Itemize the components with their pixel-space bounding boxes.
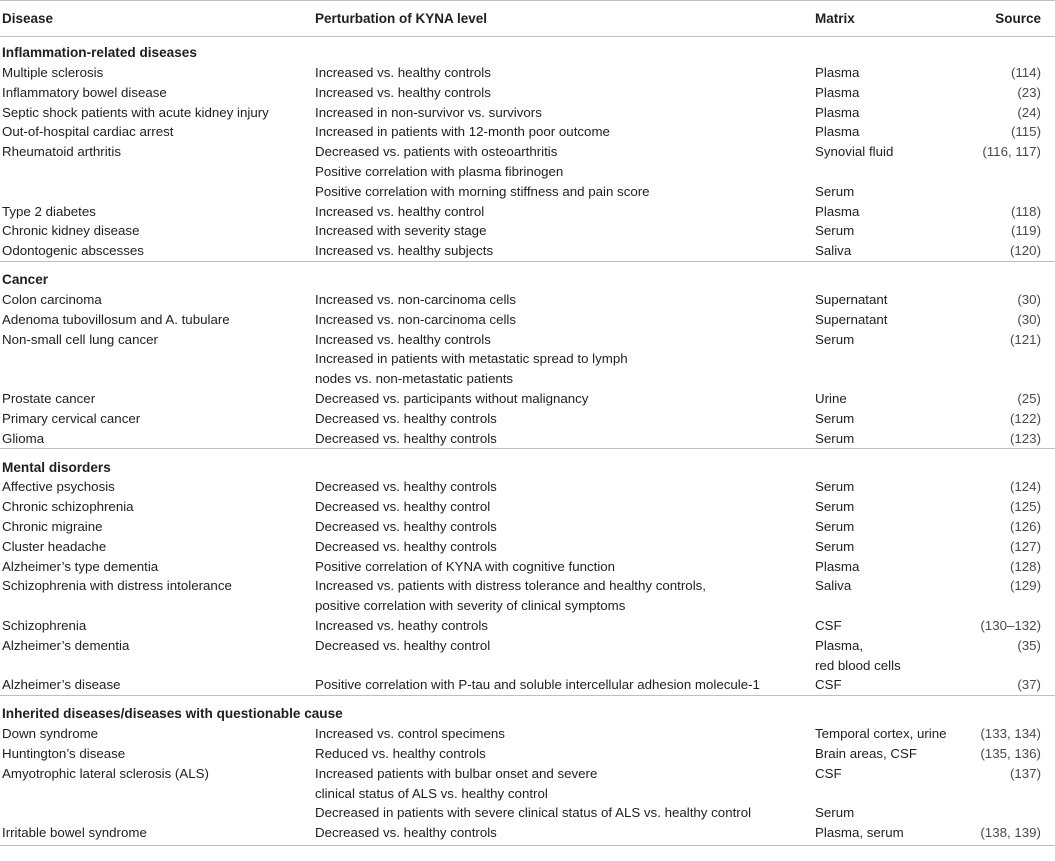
cell-source: (23) [1017, 84, 1041, 100]
table-row [0, 803, 1055, 823]
cell-disease [0, 596, 313, 616]
table-row [0, 656, 1055, 676]
cell-matrix: Serum [815, 805, 855, 821]
cell-source: (126) [1009, 518, 1041, 534]
cell-source: (128) [1009, 558, 1041, 574]
table-row [0, 122, 1055, 142]
cell-source: (120) [1009, 243, 1041, 259]
cell-source: (133, 134) [980, 726, 1041, 742]
cell-disease [0, 803, 313, 823]
cell-matrix: Urine [815, 390, 847, 406]
table-row [0, 369, 1055, 389]
cell-perturbation: Increased vs. healthy controls [315, 331, 491, 347]
cell-matrix: Serum [815, 183, 855, 199]
table-row [0, 63, 1055, 83]
cell-perturbation: Increased vs. control specimens [315, 726, 505, 742]
cell-matrix: Supernatant [815, 291, 888, 307]
table-row [0, 330, 1055, 350]
cell-matrix: Synovial fluid [815, 144, 894, 160]
table-row [0, 596, 1055, 616]
header-matrix: Matrix [813, 1, 978, 37]
cell-perturbation: Decreased vs. participants without malignancy [315, 390, 589, 406]
cell-matrix [813, 784, 978, 804]
cell-matrix: Plasma [815, 84, 860, 100]
cell-source [978, 182, 1055, 202]
cell-disease [0, 349, 313, 369]
cell-perturbation: Increased vs. healthy subjects [315, 243, 494, 259]
cell-matrix [813, 369, 978, 389]
header-source: Source [978, 1, 1055, 37]
cell-matrix: Plasma [815, 65, 860, 80]
cell-source: (115) [1010, 124, 1041, 140]
cell-source [978, 162, 1055, 182]
cell-perturbation: Positive correlation with P-tau and soluble intercellular adhesion molecule-1 [315, 677, 760, 693]
cell-perturbation: Increased vs. non-carcinoma cells [315, 291, 517, 307]
cell-perturbation: Decreased vs. healthy controls [315, 410, 497, 426]
cell-source: (130–132) [980, 617, 1041, 633]
cell-matrix: Plasma, [815, 637, 864, 653]
table-row [0, 823, 1055, 845]
cell-perturbation: Increased vs. healthy control [315, 203, 485, 219]
table-row [0, 517, 1055, 537]
cell-source: (122) [1009, 410, 1041, 426]
cell-perturbation: Positive correlation with morning stiffness and pain score [315, 183, 650, 199]
cell-disease: Alzheimer’s dementia [2, 637, 130, 653]
table-header [0, 1, 1055, 37]
cell-source: (138, 139) [978, 823, 1055, 845]
cell-perturbation: Decreased vs. healthy controls [315, 430, 497, 446]
cell-source: (25) [1017, 390, 1041, 406]
table-body [0, 37, 1055, 846]
cell-disease: Chronic migraine [2, 518, 103, 534]
cell-source [978, 349, 1055, 369]
cell-disease [0, 369, 313, 389]
cell-source: (35) [1017, 637, 1041, 653]
cell-disease: Amyotrophic lateral sclerosis (ALS) [2, 765, 209, 781]
cell-disease: Inflammatory bowel disease [2, 84, 167, 100]
section-header-row [0, 261, 1055, 290]
table-row [0, 182, 1055, 202]
cell-matrix: Serum [815, 538, 855, 554]
cell-perturbation: Decreased vs. healthy control [315, 499, 491, 515]
cell-perturbation: Decreased vs. patients with osteoarthritis [315, 144, 558, 160]
cell-matrix: Saliva [815, 578, 852, 594]
cell-disease: Huntington’s disease [2, 745, 126, 761]
cell-matrix: red blood cells [815, 657, 901, 673]
cell-disease: Affective psychosis [2, 479, 115, 495]
cell-matrix [813, 349, 978, 369]
cell-disease [0, 162, 313, 182]
cell-disease: Rheumatoid arthritis [2, 144, 121, 160]
table-row [0, 764, 1055, 784]
cell-matrix: Plasma [815, 203, 860, 219]
cell-perturbation [313, 656, 813, 676]
cell-matrix: Serum [815, 499, 855, 515]
cell-source: (30) [1017, 311, 1041, 327]
cell-perturbation: Increased vs. heathy controls [315, 617, 488, 633]
cell-perturbation: Increased in patients with metastatic spread to lymph [315, 351, 628, 367]
cell-source: (124) [1009, 479, 1041, 495]
section-header-row [0, 449, 1055, 478]
table-row [0, 349, 1055, 369]
cell-disease [0, 182, 313, 202]
table-row [0, 675, 1055, 695]
table-row [0, 241, 1055, 261]
header-row [0, 1, 1055, 37]
cell-matrix: CSF [815, 765, 842, 781]
cell-perturbation: Increased vs. healthy controls [315, 65, 491, 80]
cell-perturbation: Increased in patients with 12-month poor outcome [315, 124, 610, 140]
cell-perturbation: Positive correlation of KYNA with cognitive function [315, 558, 616, 574]
table-row [0, 221, 1055, 241]
cell-perturbation: Decreased vs. healthy controls [313, 823, 813, 845]
cell-matrix: Plasma [815, 124, 860, 140]
cell-disease [0, 656, 313, 676]
cell-source: (123) [1009, 430, 1041, 446]
cell-perturbation: Decreased vs. healthy controls [315, 538, 497, 554]
cell-disease: Schizophrenia [2, 617, 87, 633]
table-row [0, 103, 1055, 123]
cell-matrix: Serum [815, 223, 855, 239]
cell-disease: Septic shock patients with acute kidney injury [2, 104, 269, 120]
cell-perturbation: nodes vs. non-metastatic patients [315, 371, 514, 387]
cell-disease: Non-small cell lung cancer [2, 331, 158, 347]
cell-perturbation: Decreased vs. healthy control [315, 637, 491, 653]
cell-source [978, 596, 1055, 616]
cell-source: (129) [1009, 578, 1041, 594]
cell-matrix: Saliva [815, 243, 852, 259]
cell-perturbation: Decreased in patients with severe clinical status of ALS vs. healthy control [315, 805, 752, 821]
cell-source: (37) [1017, 677, 1041, 693]
cell-matrix: Plasma [815, 558, 860, 574]
cell-disease: Adenoma tubovillosum and A. tubulare [2, 311, 230, 327]
cell-perturbation: Increased vs. patients with distress tolerance and healthy controls, [315, 578, 706, 594]
cell-perturbation: Increased patients with bulbar onset and severe [315, 765, 598, 781]
cell-disease: Down syndrome [2, 726, 99, 742]
cell-disease [0, 784, 313, 804]
cell-matrix: Serum [815, 430, 855, 446]
cell-disease: Chronic kidney disease [2, 223, 140, 239]
table-row [0, 83, 1055, 103]
table-row [0, 557, 1055, 577]
section-title: Inflammation-related diseases [2, 45, 197, 61]
table-row [0, 784, 1055, 804]
cell-perturbation: Reduced vs. healthy controls [315, 745, 486, 761]
cell-source: (127) [1009, 538, 1041, 554]
table-row [0, 162, 1055, 182]
cell-matrix: Plasma [815, 104, 860, 120]
cell-disease: Schizophrenia with distress intolerance [2, 578, 232, 594]
cell-perturbation: Increased vs. non-carcinoma cells [315, 311, 517, 327]
cell-source: (24) [1017, 104, 1041, 120]
section-title: Inherited diseases/diseases with questionable cause [0, 696, 1055, 725]
cell-perturbation: Increased in non-survivor vs. survivors [315, 104, 542, 120]
cell-source: (116, 117) [982, 144, 1041, 160]
table-row [0, 389, 1055, 409]
header-disease: Disease [0, 1, 313, 37]
header-perturbation: Perturbation of KYNA level [313, 1, 813, 37]
section-header-row [0, 696, 1055, 725]
cell-perturbation: positive correlation with severity of clinical symptoms [315, 598, 626, 614]
cell-matrix: Serum [815, 331, 855, 347]
table-row [0, 409, 1055, 429]
section-header-row [0, 37, 1055, 64]
cell-matrix: CSF [815, 617, 842, 633]
cell-perturbation: Increased vs. healthy controls [315, 84, 491, 100]
table-row [0, 202, 1055, 222]
table-row [0, 576, 1055, 596]
cell-disease: Irritable bowel syndrome [0, 823, 313, 845]
table-row [0, 310, 1055, 330]
cell-source: (119) [1010, 223, 1041, 239]
cell-source: (135, 136) [980, 745, 1041, 761]
table-row [0, 537, 1055, 557]
table-row [0, 290, 1055, 310]
cell-source [978, 803, 1055, 823]
cell-matrix [813, 162, 978, 182]
cell-source: (114) [1010, 65, 1041, 80]
cell-source [978, 369, 1055, 389]
cell-disease: Multiple sclerosis [2, 65, 104, 80]
cell-matrix: Serum [815, 410, 855, 426]
cell-matrix: Serum [815, 518, 855, 534]
cell-disease: Alzheimer’s type dementia [2, 558, 159, 574]
cell-perturbation: Positive correlation with plasma fibrinogen [315, 163, 564, 179]
cell-disease: Cluster headache [2, 538, 107, 554]
cell-source: (125) [1009, 499, 1041, 515]
cell-disease: Type 2 diabetes [2, 203, 96, 219]
cell-source [978, 656, 1055, 676]
cell-matrix [813, 596, 978, 616]
table-row [0, 497, 1055, 517]
table-row [0, 744, 1055, 764]
cell-matrix: Supernatant [815, 311, 888, 327]
cell-source: (118) [1010, 203, 1041, 219]
cell-disease: Prostate cancer [2, 390, 96, 406]
cell-matrix: CSF [815, 677, 842, 693]
cell-perturbation: Increased with severity stage [315, 223, 487, 239]
cell-disease: Chronic schizophrenia [2, 499, 134, 515]
cell-matrix: Serum [815, 479, 855, 495]
table-row [0, 616, 1055, 636]
section-title: Cancer [0, 261, 1055, 290]
table-row [0, 724, 1055, 744]
section-title: Mental disorders [0, 449, 1055, 478]
table-row [0, 429, 1055, 449]
cell-source: (121) [1009, 331, 1041, 347]
cell-perturbation: Decreased vs. healthy controls [315, 518, 497, 534]
cell-source: (30) [1017, 291, 1041, 307]
cell-matrix: Plasma, serum [813, 823, 978, 845]
cell-source: (137) [1009, 765, 1041, 781]
cell-disease: Glioma [2, 430, 45, 446]
cell-source [978, 784, 1055, 804]
table-row [0, 142, 1055, 162]
cell-matrix: Temporal cortex, urine [815, 726, 947, 742]
cell-disease: Odontogenic abscesses [2, 243, 144, 259]
cell-perturbation: Decreased vs. healthy controls [315, 479, 497, 495]
table-row [0, 477, 1055, 497]
cell-disease: Primary cervical cancer [2, 410, 141, 426]
cell-disease: Colon carcinoma [2, 291, 102, 307]
cell-disease: Alzheimer’s disease [2, 677, 121, 693]
cell-perturbation: clinical status of ALS vs. healthy control [315, 785, 548, 801]
cell-disease: Out-of-hospital cardiac arrest [2, 124, 174, 140]
table-row [0, 636, 1055, 656]
cell-matrix: Brain areas, CSF [815, 745, 917, 761]
